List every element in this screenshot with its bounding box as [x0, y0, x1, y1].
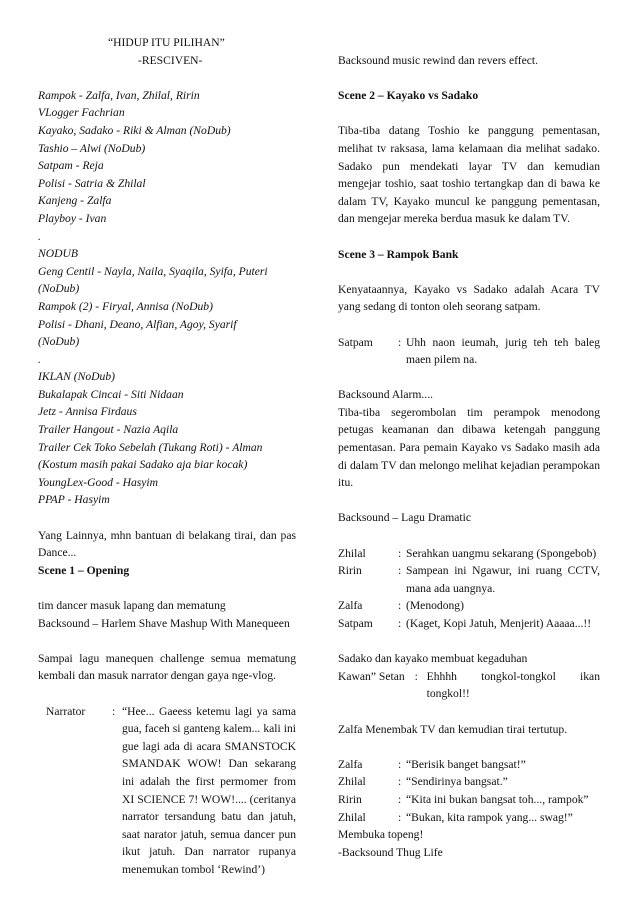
cast-line: Rampok (2) - Firyal, Annisa (NoDub) — [38, 299, 213, 313]
speaker-name: Ririn — [338, 792, 362, 806]
spacer — [338, 703, 600, 721]
dialogue-colon: : — [398, 564, 402, 578]
dialogue-colon: : — [398, 757, 402, 771]
alarm-title: Backsound Alarm.... — [338, 388, 433, 402]
thug-line: -Backsound Thug Life — [338, 845, 443, 859]
spacer — [338, 316, 600, 334]
speaker-name: Narrator — [46, 704, 86, 718]
dialogue-text: “Berisik banget bangsat!” — [406, 757, 526, 771]
speaker-name: Zhilal — [338, 775, 366, 789]
script-subtitle: -RESCIVEN- — [138, 53, 203, 67]
dialogue-text: “Sendirinya bangsat.” — [406, 775, 508, 789]
cast-line: Bukalapak Cincai - Siti Nidaan — [38, 387, 184, 401]
dialogue-row — [338, 668, 600, 703]
dialogue-colon: : — [398, 546, 402, 560]
topeng-line: Membuka topeng! — [338, 828, 424, 842]
dialogue-row — [338, 756, 600, 774]
speaker-name: Ririn — [338, 564, 362, 578]
dialogue-row — [338, 545, 600, 563]
other-note: Yang Lainnya, mhn bantuan di belakang tirai, dan pas Dance... — [38, 528, 296, 560]
dialogue-row — [338, 334, 600, 369]
dialogue-colon: : — [398, 810, 402, 824]
dialogue-colon: : — [414, 669, 418, 683]
spacer — [338, 228, 600, 246]
cast-line: Trailer Hangout - Nazia Aqila — [38, 423, 179, 437]
scene3-heading: Scene 3 – Rampok Bank — [338, 247, 459, 261]
cast-line: Jetz - Annisa Firdaus — [38, 405, 137, 419]
scene2-paragraph: Tiba-tiba datang Toshio ke panggung pementasan, melihat tv raksasa, lama kelamaan dia melihat sadako. Sadako pun mendekati layar TV dan kemudian mengejar toshio, saat toshio tertangkap dan di bawa ke dalam TV, Kayako muncul ke panggung pementasan, dan mengejar mereka berdua masuk ke dalam TV. — [338, 124, 600, 226]
cast-line: VLogger Fachrian — [38, 106, 125, 120]
spacer — [338, 105, 600, 123]
script-title: “HIDUP ITU PILIHAN” — [108, 36, 225, 49]
dialogue-text: “Bukan, kita rampok yang... swag!” — [406, 810, 573, 824]
cast-line: Rampok - Zalfa, Ivan, Zhilal, Ririn — [38, 88, 200, 102]
dialogue-row — [338, 791, 600, 809]
dialogue-text: (Menodong) — [406, 599, 464, 613]
spacer — [338, 263, 600, 281]
speaker-name: Zhilal — [338, 810, 366, 824]
spacer — [338, 492, 600, 510]
cast-line: Geng Centil - Nayla, Naila, Syaqila, Syifa, Puteri — [38, 264, 268, 278]
cast-list — [38, 87, 296, 509]
dialogue-text: Serahkan uangmu sekarang (Spongebob) — [406, 546, 597, 560]
dialogue-colon: : — [398, 617, 402, 630]
spacer — [38, 632, 296, 650]
dialogue-row — [338, 562, 600, 597]
scene3-paragraph: Kenyataannya, Kayako vs Sadako adalah Acara TV yang sedang di tonton oleh seorang satpam. — [338, 282, 600, 314]
cast-line: YoungLex-Good - Hasyim — [38, 475, 159, 489]
dialogue-colon: : — [398, 335, 402, 349]
cast-line: Polisi - Satria & Zhilal — [38, 176, 146, 190]
scene1-heading: Scene 1 – Opening — [38, 563, 130, 577]
cast-line: . — [38, 352, 41, 366]
left-column — [38, 34, 296, 879]
cast-line: NODUB — [38, 247, 78, 261]
chaos-line: Sadako dan kayako membuat kegaduhan — [338, 652, 528, 666]
scene1-paragraph: Sampai lagu manequen challenge semua mematung kembali dan masuk narrator dengan gaya nge-vlog. — [38, 651, 296, 683]
speaker-name: Zalfa — [338, 599, 363, 613]
narrator-dialogue — [38, 703, 296, 879]
speaker-name: Zalfa — [338, 757, 363, 771]
cast-line: Polisi - Dhani, Deano, Alfian, Agoy, Syarif — [38, 317, 237, 331]
alarm-paragraph: Tiba-tiba segerombolan tim perampok menodong petugas keamanan dan dibawa ketengah panggung pementasan. Para pemain Kayako vs Sadako masih ada di dalam TV dan melongo melihat kejadian perampokan itu. — [338, 405, 600, 490]
dialogue-text: Sampean ini Ngawur, ini ruang CCTV, mana ada uangnya. — [406, 564, 600, 595]
cast-line: IKLAN (NoDub) — [38, 370, 115, 384]
right-column — [338, 52, 600, 861]
spacer — [338, 738, 600, 756]
spacer — [38, 509, 296, 527]
scene1-backsound: Backsound – Harlem Shave Mashup With Manequeen — [38, 616, 290, 630]
dialogue-text: (Kaget, Kopi Jatuh, Menjerit) Aaaaa...!! — [406, 617, 592, 630]
dialogue-text: “Hee... Gaeess ketemu lagi ya sama gua, faceh si ganteng kalem... kali ini gue lagi ada di acara SMANSTOCK SMANDAK WOW! Dan sekarang ini adalah the first permomer from XI SCIENCE 7! WOW!.... (ceritanya narrator tersandung batu dan jatuh, saat narator jatuh, semua dancer pun ikut jatuh. Dan narrator rupanya menemukan tombol ‘Rewind’) — [122, 704, 296, 876]
dialogue-text: Uhh naon ieumah, jurig teh teh baleg maen pilem na. — [406, 335, 600, 367]
spacer — [338, 70, 600, 88]
speaker-name: Satpam — [338, 617, 373, 630]
dialogue-text: Ehhhh tongkol-tongkol ikan tongkol!! — [426, 669, 600, 701]
cast-line: Trailer Cek Toko Sebelah (Tukang Roti) - Alman — [38, 440, 263, 454]
scene2-heading: Scene 2 – Kayako vs Sadako — [338, 89, 479, 103]
rewind-line: Backsound music rewind dan revers effect. — [338, 54, 539, 67]
dialogue-row — [338, 773, 600, 791]
dialogue-row — [338, 809, 600, 827]
spacer — [38, 579, 296, 597]
cast-line: Playboy - Ivan — [38, 211, 107, 225]
speaker-name: Zhilal — [338, 546, 366, 560]
spacer — [338, 369, 600, 387]
spacer — [338, 633, 600, 651]
dialogue-row — [338, 597, 600, 615]
speaker-name: Kawan” Setan — [338, 669, 405, 683]
spacer — [38, 685, 296, 703]
dialogue-colon: : — [398, 792, 402, 806]
dialogue-text: “Kita ini bukan bangsat toh..., rampok” — [406, 792, 589, 806]
spacer — [338, 527, 600, 545]
dramatic-backsound: Backsound – Lagu Dramatic — [338, 511, 471, 525]
dialogue-row — [338, 615, 600, 633]
cast-line: Kayako, Sadako - Riki & Alman (NoDub) — [38, 123, 231, 137]
scene1-paragraph: tim dancer masuk lapang dan mematung — [38, 599, 226, 612]
cast-line: . — [38, 229, 41, 243]
spacer — [38, 69, 296, 87]
zalfa-shoot-line: Zalfa Menembak TV dan kemudian tirai tertutup. — [338, 722, 568, 736]
dialogue-colon: : — [398, 599, 402, 613]
cast-line: (NoDub) — [38, 282, 80, 296]
dialogue-colon: : — [398, 775, 402, 789]
cast-line: Tashio – Alwi (NoDub) — [38, 141, 146, 155]
cast-line: Satpam - Reja — [38, 159, 104, 173]
cast-line: (NoDub) — [38, 335, 80, 349]
dialogue-colon: : — [112, 704, 116, 718]
cast-line: Kanjeng - Zalfa — [38, 194, 112, 208]
speaker-name: Satpam — [338, 335, 373, 349]
cast-line: PPAP - Hasyim — [38, 493, 110, 507]
cast-line: (Kostum masih pakai Sadako aja biar kocak) — [38, 458, 248, 472]
